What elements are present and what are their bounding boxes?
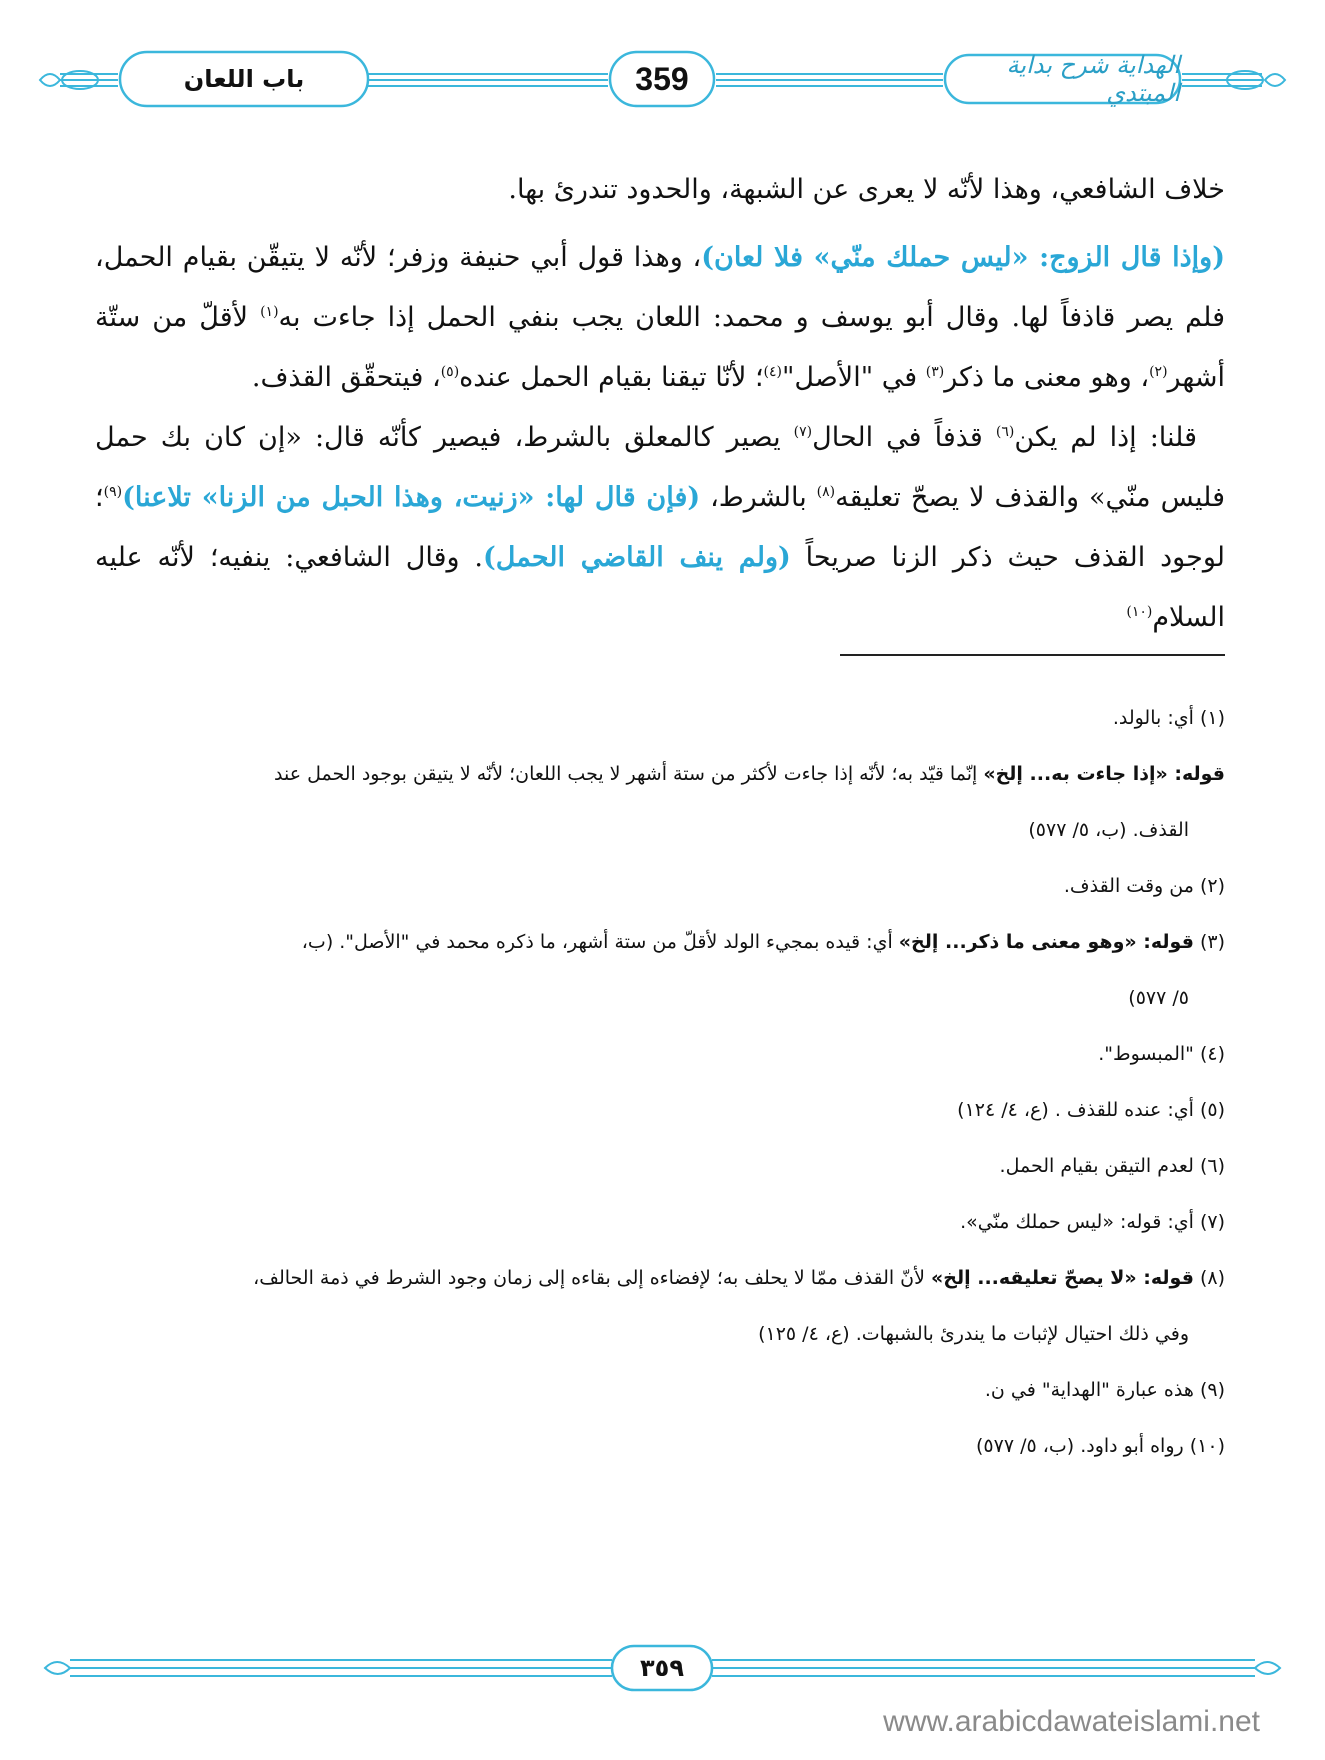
footnote-number: (٣)	[1199, 931, 1225, 953]
footnotes	[95, 690, 1225, 1474]
footnote-ref-2[interactable]: (٢)	[1149, 364, 1168, 380]
footnote-lemma: قوله: «إذا جاءت به... إلخ»	[983, 763, 1225, 785]
footnote-text: لأنّ القذف ممّا لا يحلف به؛ لإفضاءه إلى بقاءه إلى زمان وجود الشرط في ذمة الحالف،	[253, 1267, 932, 1289]
footnote-number: (٨)	[1199, 1267, 1225, 1289]
footnote-text: رواه أبو داود. (ب، ٥/ ٥٧٧)	[975, 1435, 1184, 1457]
header-page-number: 359	[635, 60, 689, 97]
footnote-ref-1[interactable]: (١)	[260, 304, 279, 320]
text-segment: ؛ لأنّا تيقنا بقيام الحمل عنده	[459, 362, 764, 393]
main-text	[95, 160, 1225, 648]
footnote-lemma: قوله: «وهو معنى ما ذكر... إلخ»	[898, 931, 1194, 953]
footnote-continuation: وفي ذلك احتيال لإثبات ما يندرئ بالشبهات. (ع، ٤/ ١٢٥)	[758, 1323, 1189, 1345]
footnote-text: "المبسوط".	[1098, 1043, 1194, 1065]
matn-quote-1: (وإذا قال الزوج: «ليس حملك منّي» فلا لعان)	[701, 242, 1225, 273]
footnote-3	[95, 914, 1225, 1026]
footnote-number: (٥)	[1199, 1099, 1225, 1121]
footnote-9	[95, 1362, 1225, 1418]
text-segment: بالشرط،	[700, 482, 817, 513]
footnote-number: (٧)	[1199, 1211, 1225, 1233]
footnote-ref-4[interactable]: (٤)	[763, 364, 783, 380]
text-segment: ؛ لوجود القذف حيث ذكر الزنا صريحاً	[95, 482, 1225, 573]
footnote-number: (١٠)	[1189, 1435, 1225, 1457]
text-segment: ، فيتحقّق القذف.	[251, 362, 441, 393]
footnote-ref-8[interactable]: (٨)	[816, 484, 836, 500]
footnote-ref-9[interactable]: (٩)	[103, 484, 123, 500]
footnote-7	[95, 1194, 1225, 1250]
footnote-text: أي: بالولد.	[1112, 707, 1194, 729]
text-segment: يصير كالمعلق بالشرط، فيصير كأنّه قال: «إن كان بك حمل فليس منّي» والقذف لا يصحّ تعليقه	[95, 422, 1225, 513]
footnote-ref-7[interactable]: (٧)	[793, 424, 813, 440]
footnote-number: (٦)	[1199, 1155, 1225, 1177]
body-line-1: خلاف الشافعي، وهذا لأنّه لا يعرى عن الشبهة، والحدود تندرئ بها.	[508, 174, 1225, 205]
footnote-10	[95, 1418, 1225, 1474]
chapter-title: باب اللعان	[183, 65, 305, 93]
text-segment: ، وهو معنى ما ذكر	[944, 362, 1150, 393]
footnote-text: إنّما قيّد به؛ لأنّه إذا جاءت لأكثر من ستة أشهر لا يجب اللعان؛ لأنّه لا يتيقن بوجود الحمل عند	[274, 763, 984, 785]
footnote-ref-3[interactable]: (٣)	[925, 364, 945, 380]
text-segment: ، وهذا قول أبي حنيفة وزفر؛ لأنّه لا يتيقّن بقيام الحمل، فلم يصر قاذفاً لها. وقال أبو يوسف و محمد: اللعان يجب بنفي الحمل إذا جاءت به	[95, 242, 1225, 333]
footer-page-number: ٣٥٩	[640, 1654, 684, 1682]
footnote-number: (٢)	[1199, 875, 1225, 897]
footnote-continuation: ٥/ ٥٧٧)	[1128, 987, 1189, 1009]
footnote-2	[95, 858, 1225, 914]
footnote-6	[95, 1138, 1225, 1194]
footnote-separator	[840, 654, 1225, 656]
footnote-ref-6[interactable]: (٦)	[995, 424, 1015, 440]
footnote-text: أي: قيده بمجيء الولد لأقلّ من ستة أشهر، ما ذكره محمد في "الأصل". (ب،	[301, 931, 899, 953]
footnote-text: من وقت القذف.	[1063, 875, 1194, 897]
footnote-1-commentary	[95, 746, 1225, 858]
footnote-text: لعدم التيقن بقيام الحمل.	[999, 1155, 1194, 1177]
text-segment: لأقلّ من ستّة أشهر	[95, 302, 1225, 393]
text-segment: قلنا: إذا لم يكن	[1014, 422, 1198, 453]
footnote-number: (٩)	[1199, 1379, 1225, 1401]
footnote-8	[95, 1250, 1225, 1362]
text-segment: . وقال الشافعي: ينفيه؛ لأنّه عليه السلام	[95, 542, 1225, 633]
footnote-1	[95, 690, 1225, 746]
website-watermark[interactable]: www.arabicdawateislami.net	[883, 1705, 1260, 1738]
footnote-text: هذه عبارة "الهداية" في ن.	[984, 1379, 1194, 1401]
footnote-ref-5[interactable]: (٥)	[440, 364, 460, 380]
matn-quote-3: (ولم ينف القاضي الحمل)	[483, 542, 791, 573]
footnote-number: (١)	[1199, 707, 1225, 729]
book-title: الهداية شرح بداية المبتدي	[1006, 51, 1180, 107]
footnote-lemma: قوله: «لا يصحّ تعليقه... إلخ»	[931, 1267, 1194, 1289]
matn-quote-2: (فإن قال لها: «زنيت، وهذا الحبل من الزنا» تلاعنا)	[122, 482, 701, 513]
body-paragraph-3	[95, 408, 1225, 648]
text-segment: قذفاً في الحال	[812, 422, 996, 453]
footnote-text: أي: عنده للقذف . (ع، ٤/ ١٢٤)	[957, 1099, 1194, 1121]
footnote-continuation: القذف. (ب، ٥/ ٥٧٧)	[1028, 819, 1189, 841]
body-paragraph-2	[95, 228, 1225, 408]
footnote-text: أي: قوله: «ليس حملك منّي».	[960, 1211, 1194, 1233]
footnote-5	[95, 1082, 1225, 1138]
footnote-number: (٤)	[1199, 1043, 1225, 1065]
footnote-ref-10[interactable]: (١٠)	[1126, 604, 1153, 620]
footnote-4	[95, 1026, 1225, 1082]
text-segment: في "الأصل"	[782, 362, 926, 393]
